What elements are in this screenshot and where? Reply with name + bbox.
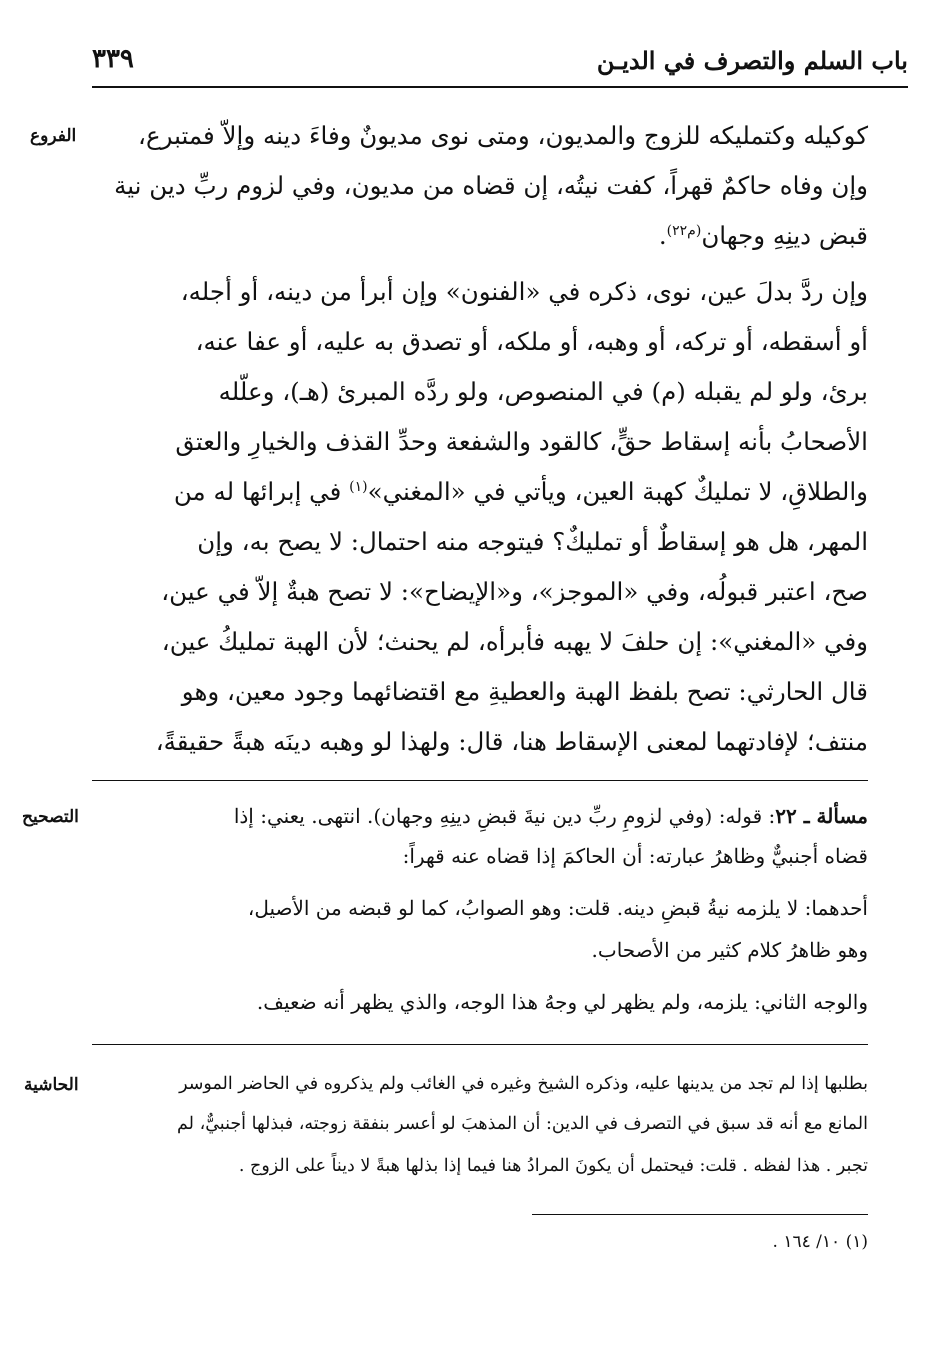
tashih-line: والوجه الثاني: يلزمه، ولم يظهر لي وجهُ هذا الوجه، والذي يظهر أنه ضعيف. [256,990,868,1014]
margin-label-furu: الفروع [30,126,77,146]
margin-label-hashiya: الحاشية [24,1075,79,1095]
margin-label-tashih: التصحيح [22,807,79,827]
tashih-line: وهو ظاهرُ كلام كثير من الأصحاب. [591,938,868,962]
main-text-line: صح، اعتبر قبولُه، وفي «الموجز»، و«الإيضاح»: لا تصح هبةٌ إلاّ في عين، [161,577,868,606]
main-text-segment: في إبرائها له من [173,477,342,507]
tashih-line [234,806,868,826]
section-divider [92,780,868,781]
main-text-line [658,221,868,251]
tashih-line: أحدهما: لا يلزمه نيةُ قبضِ دينه. قلت: وهو الصوابُ، كما لو قبضه من الأصيل، [247,896,868,920]
section-divider [92,1044,868,1045]
header-rule [92,86,908,88]
main-text-segment: والطلاقِ، لا تمليكٌ كهبة العين، ويأتي في «المغني» [367,477,868,507]
tashih-line: قضاه أجنبيٌّ وظاهرُ عبارته: أن الحاكمَ إذا قضاه عنه قهراً: [402,844,868,868]
main-text-line: برئ، ولو لم يقبله (م) في المنصوص، ولو ردَّه المبرئ (هـ)، وعلّله [218,377,868,406]
main-text-segment: . [658,221,667,251]
footnote: (١) ١٠/ ١٦٤ . [772,1232,868,1252]
main-text-line: أو أسقطه، أو تركه، أو وهبه، أو ملكه، أو تصدق به عليه، أو عفا عنه، [195,327,868,356]
main-text-line [173,477,868,507]
hashiya-line: بطلبها إذا لم تجد من يدينها عليه، وذكره الشيخ وغيره في الغائب ولم يذكروه في الحاضر الموسر [179,1074,868,1094]
tashih-issue-label: مسألة ـ ٢٢ [775,804,868,828]
main-text-line: منتف؛ لإفادتهما لمعنى الإسقاط هنا، قال: ولهذا لو وهبه دينَه هبةً حقيقةً، [155,727,868,756]
running-header-title: باب السلم والتصرف في الديـن [596,46,908,75]
main-text-line: وفي «المغني»: إن حلفَ لا يهبه فأبرأه، لم يحنث؛ لأن الهبة تمليكُ عين، [161,627,868,656]
hashiya-line: المانع مع أنه قد سبق في التصرف في الدين: أن المذهبَ لو أعسر بنفقة زوجته، فبذلها أجنبيٌّ، لم [177,1114,868,1134]
main-text-line: كوكيله وكتمليكه للزوج والمديون، ومتى نوى مديونٌ وفاءَ دينه وإلاّ فمتبرع، [138,121,868,150]
page-number: ٣٣٩ [92,44,134,74]
main-text-line: وإن وفاه حاكمٌ قهراً، كفت نيتُه، إن قضاه من مديون، وفي لزوم ربِّ دين نية [114,171,868,200]
main-text-line: قال الحارثي: تصح بلفظ الهبة والعطيةِ مع اقتضائهما وجود معين، وهو [181,677,868,706]
tashih-reference: (م٢٢) [666,223,702,239]
main-text-segment: قبض دينِهِ وجهان [701,221,868,251]
hashiya-line: تجبر . هذا لفظه . قلت: فيحتمل أن يكونَ المرادُ هنا فيما إذا بذلها هبةً لا ديناً على الزوج . [238,1156,868,1176]
tashih-text: : قوله: (وفي لزومِ ربِّ دين نيةَ قبضِ دينِهِ وجهان). انتهى. يعني: إذا [233,804,776,828]
footnote-reference: (١) [349,479,368,495]
main-text-line: وإن ردَّ بدلَ عين، نوى، ذكره في «الفنون» وإن أبرأ من دينه، أو أجله، [180,277,868,306]
footnote-rule [532,1214,868,1215]
main-text-line: المهر، هل هو إسقاطٌ أو تمليكٌ؟ فيتوجه منه احتمال: لا يصح به، وإن [197,527,868,556]
main-text-line: الأصحابُ بأنه إسقاط حقٍّ، كالقود والشفعة وحدِّ القذف والخيارِ والعتق [175,427,868,456]
